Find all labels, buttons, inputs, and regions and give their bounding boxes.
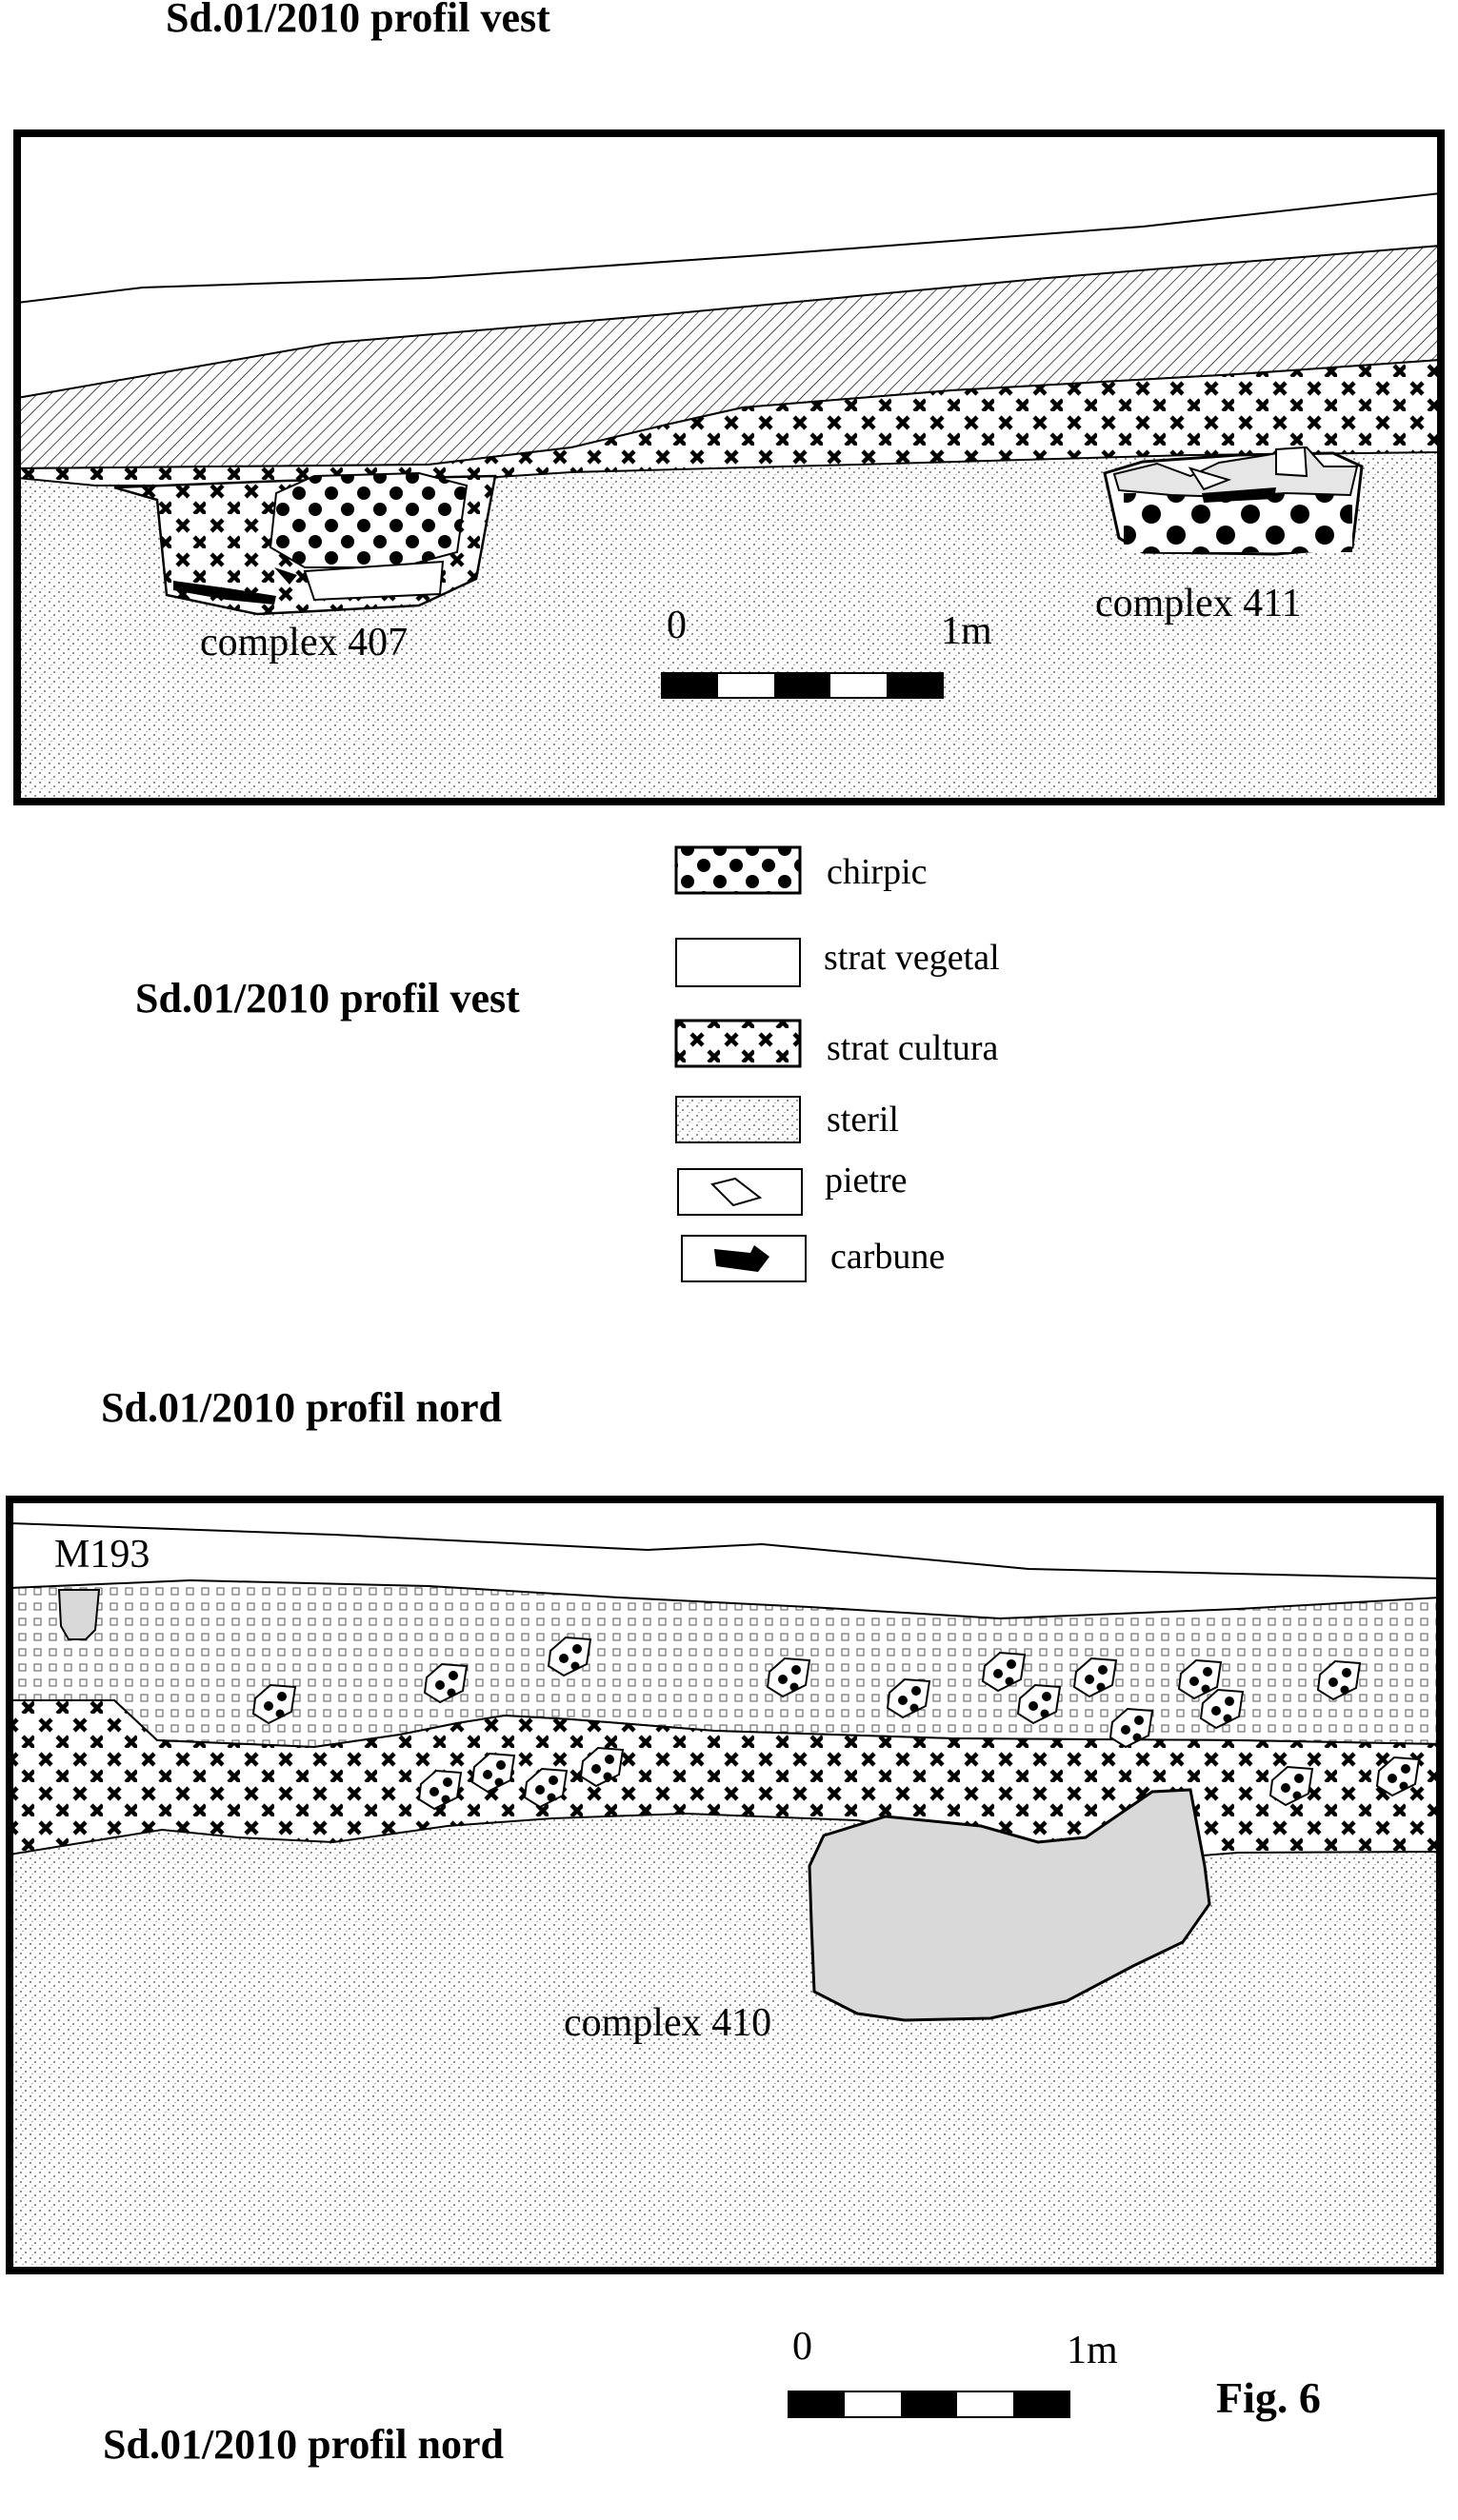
label-m193: M193 (54, 1533, 150, 1577)
profile-nord (10, 1499, 1440, 2271)
nord-scale-start: 0 (792, 2325, 812, 2369)
figure-label: Fig. 6 (1216, 2373, 1321, 2422)
nord-scale-end: 1m (1067, 2329, 1118, 2372)
complex-407-chirpic (270, 473, 467, 567)
legend-label-pietre: pietre (825, 1161, 908, 1200)
label-complex-410: complex 410 (564, 2001, 772, 2045)
label-complex-411: complex 411 (1095, 582, 1302, 625)
legend (676, 847, 1000, 1281)
profile-vest (17, 133, 1441, 802)
nord-scale-bar (789, 2325, 1118, 2417)
title-north-heading: Sd.01/2010 profil nord (101, 1384, 502, 1431)
legend-label-strat-cultura: strat cultura (827, 1028, 999, 1068)
vest-scale-end: 1m (941, 609, 992, 653)
m193-grave (59, 1590, 99, 1639)
legend-label-steril: steril (827, 1100, 899, 1140)
title-middle: Sd.01/2010 profil vest (135, 975, 520, 1022)
legend-item-carbune (682, 1236, 945, 1281)
legend-item-steril (676, 1097, 899, 1142)
legend-label-chirpic: chirpic (827, 852, 928, 892)
title-bottom: Sd.01/2010 profil nord (103, 2421, 504, 2468)
legend-item-strat-cultura (676, 1021, 999, 1068)
legend-item-chirpic (676, 847, 928, 893)
title-top: Sd.01/2010 profil vest (166, 0, 550, 41)
legend-label-strat-vegetal: strat vegetal (824, 938, 1000, 978)
complex-411-chirpic (1124, 493, 1352, 552)
legend-item-pietre (678, 1161, 908, 1215)
legend-item-strat-vegetal (676, 938, 1000, 986)
label-complex-407: complex 407 (200, 621, 409, 665)
legend-label-carbune: carbune (830, 1237, 946, 1277)
vest-scale-start: 0 (667, 604, 687, 647)
